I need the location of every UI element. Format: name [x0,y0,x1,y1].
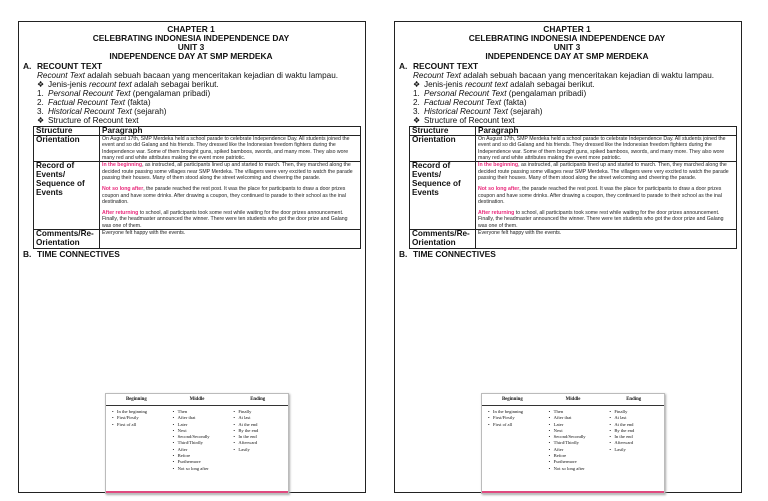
recount-type-name: Factual Recount Text [424,98,502,108]
bullet-icon: • [112,421,114,427]
record-cell [476,162,737,230]
kinds-text-em: recount text [88,80,132,90]
bullet-icon: • [233,434,235,440]
bullet-icon: • [112,415,114,421]
bullet-icon: • [172,434,175,440]
record-paragraph [478,210,734,229]
bullet-icon: • [488,421,490,427]
connective-item [233,447,288,453]
accent-line [106,491,288,493]
table-row [34,230,361,249]
record-paragraph [478,162,734,181]
column-header-ending: Ending [250,397,266,402]
unit-heading: UNIT 3 [553,42,581,52]
diamond-bullet-icon: ❖ [413,80,421,90]
header-paragraph: Paragraph [100,126,361,136]
connective-text: In the beginning [493,409,524,414]
bullet-icon: • [172,446,175,452]
connective-text: At last [614,415,627,421]
bullet-icon: • [548,440,551,446]
connective-text: After that [553,415,572,421]
bullet-icon: • [488,415,490,421]
bullet-icon: • [548,409,551,414]
section-title: RECOUNT TEXT [413,61,479,71]
chapter-title: CELEBRATING INDONESIA INDEPENDENCE DAY [468,33,666,43]
structure-intro: Structure of Recount text [424,116,515,126]
bullet-icon: • [548,446,551,452]
time-connective-highlight: After returning [478,210,515,217]
column-header-beginning: Beginning [125,397,147,402]
time-connectives-image [481,393,665,494]
orientation-text: On August 17th, SMP Merdeka held a school parade to celebrate Independence Day. All students joined the event and so did Galang and his friends. They dressed like the Indonesian freedom fighters during the Independence war. Some of them brought guns, spiked bamboos, swords, and many more. They also wore many red and white attributes making the event more patriotic. [100,136,361,162]
unit-heading: UNIT 3 [177,42,205,52]
recount-type-desc: (sejarah) [507,107,543,117]
section-b-heading [23,250,359,259]
intro-definition: adalah sebuah bacaan yang menceritakan kejadian di waktu lampau. [84,71,339,80]
record-cell [100,162,361,230]
record-text: to school, all participants took some rest while waiting for the door prizes announcement. Finally, the headmaster announced the winner. There were ten students who got the door prize and Galang was one of them. [102,210,348,229]
section-letter: B. [23,248,32,259]
connective-text: Not so long after [553,465,585,471]
connective-text: At the end [238,421,258,427]
kinds-bullet-line [399,80,735,89]
connective-text: Finally [614,409,628,414]
recount-type-item [399,107,735,116]
recount-type-item [399,98,735,107]
connective-item [112,422,167,428]
orientation-label: Orientation [34,136,100,162]
ending-list [603,406,664,472]
kinds-bullet-line [23,80,359,89]
column-header-ending: Ending [626,397,642,402]
time-connectives-header [106,394,288,406]
recount-type-name: Factual Recount Text [48,98,126,108]
page-content [395,22,741,492]
record-text: to school, all participants took some rest while waiting for the door prizes announcement. Finally, the headmaster announced the winner. There were ten students who got the door prize and Galang was one of them. [478,210,724,229]
structure-intro: Structure of Recount text [48,116,139,126]
recount-type-item [399,89,735,98]
connective-text: By the end [238,427,259,433]
bullet-icon: • [112,409,114,414]
section-letter: A. [23,61,32,71]
kinds-text-post: adalah sebagai berikut. [131,80,219,90]
beginning-list [106,406,167,472]
connective-text: In the end [614,434,633,440]
connective-text: In the beginning [117,409,148,414]
table-row [34,136,361,162]
record-text: , the parade reached the rest post. It was the place for participants to draw a door prizes coupon and have some drinks. After drawing a coupon, they continued to parade to their school as the inal destination. [478,186,722,205]
connective-item [488,422,543,428]
connective-text: Second/Secondly [177,434,210,440]
section-title: TIME CONNECTIVES [37,248,120,259]
list-number: 3. [37,107,44,117]
orientation-label: Orientation [410,136,476,162]
intro-paragraph [23,71,359,80]
bullet-icon: • [172,453,175,459]
connective-text: After [177,446,188,452]
record-paragraph [102,162,358,181]
bullet-icon: • [548,434,551,440]
diamond-bullet-icon: ❖ [413,116,421,126]
structure-bullet-line [399,116,735,125]
connective-text: First/Firstly [493,415,515,421]
time-connectives-columns [106,406,288,472]
connective-text: Then [553,409,564,414]
connective-text: First of all [117,421,137,427]
record-paragraph [478,186,734,205]
bullet-icon: • [172,415,175,421]
bullet-icon: • [548,415,551,421]
record-paragraph [102,210,358,229]
bullet-icon: • [172,440,175,446]
connective-text: Lastly [238,446,250,452]
bullet-icon: • [233,440,235,446]
connective-item [549,466,604,472]
bullet-icon: • [233,409,235,414]
table-row [410,230,737,249]
list-number: 1. [37,89,44,99]
recount-type-name: Personal Recount Text [424,89,507,99]
section-title: TIME CONNECTIVES [413,248,496,259]
chapter-heading: CHAPTER 1 [543,24,591,34]
bullet-icon: • [233,415,235,421]
unit-title: INDEPENDENCE DAY AT SMP MERDEKA [485,51,649,61]
accent-line [482,491,664,493]
recount-type-item [23,98,359,107]
connective-text: Then [177,409,188,414]
bullet-icon: • [548,427,551,433]
orientation-text: On August 17th, SMP Merdeka held a school parade to celebrate Independence Day. All students joined the event and so did Galang and his friends. They dressed like the Indonesian freedom fighters during the Independence war. Some of them brought guns, spiked bamboos, swords, and many more. They also wore many red and white attributes making the event more patriotic. [476,136,737,162]
structure-table [409,126,737,249]
bullet-icon: • [609,446,611,452]
connective-text: In the end [238,434,257,440]
connective-text: Furthermore [177,459,201,465]
connective-text: Not so long after [177,465,209,471]
chapter-heading: CHAPTER 1 [167,24,215,34]
bullet-icon: • [548,465,551,471]
middle-list [543,406,604,472]
connective-text: First of all [493,421,513,427]
recount-type-desc: (fakta) [125,98,151,108]
bullet-icon: • [609,421,611,427]
intro-paragraph [399,71,735,80]
bullet-icon: • [172,427,175,433]
time-connective-highlight: After returning [102,210,139,217]
connective-text: After that [177,415,196,421]
column-header-middle: Middle [189,397,205,402]
connective-text: Third/Thirdly [177,440,203,446]
connective-text: Afterward [238,440,258,446]
connective-text: At the end [614,421,634,427]
bullet-icon: • [233,446,235,452]
list-number: 1. [413,89,420,99]
connective-text: Next [553,427,563,433]
unit-title: INDEPENDENCE DAY AT SMP MERDEKA [109,51,273,61]
bullet-icon: • [609,409,611,414]
section-b-heading [399,250,735,259]
bullet-icon: • [172,459,175,465]
connective-text: At last [238,415,251,421]
section-letter: A. [399,61,408,71]
section-letter: B. [399,248,408,259]
section-a-heading [399,62,735,71]
intro-term: Recount Text [413,71,461,80]
bullet-icon: • [172,421,175,427]
bullet-icon: • [548,421,551,427]
recount-type-item [23,89,359,98]
connective-text: By the end [614,427,635,433]
list-number: 2. [413,98,420,108]
header-structure: Structure [410,126,476,136]
section-a-heading [23,62,359,71]
recount-type-desc: (fakta) [501,98,527,108]
bullet-icon: • [172,409,175,414]
connective-text: Later [553,421,564,427]
chapter-title: CELEBRATING INDONESIA INDEPENDENCE DAY [92,33,290,43]
table-row [410,136,737,162]
document-page-right [394,21,742,493]
connective-text: First/Firstly [117,415,139,421]
time-connective-highlight: In the beginning [478,162,519,169]
bullet-icon: • [233,421,235,427]
time-connective-highlight: Not so long after [102,186,144,193]
connective-text: Second/Secondly [553,434,586,440]
connective-text: Later [177,421,188,427]
bullet-icon: • [233,427,235,433]
column-header-beginning: Beginning [501,397,523,402]
connective-item [609,447,664,453]
structure-table [33,126,361,249]
record-paragraph [102,186,358,205]
kinds-text-pre: Jenis-jenis [48,80,89,90]
recount-type-name: Historical Recount Text [48,107,132,117]
kinds-text-pre: Jenis-jenis [424,80,465,90]
column-header-middle: Middle [565,397,581,402]
comments-text: Everyone felt happy with the events. [100,230,361,249]
list-number: 3. [413,107,420,117]
middle-list [167,406,228,472]
bullet-icon: • [609,434,611,440]
record-text: , as instructed, all participants lined up and started to march. Then, they marched along the decided route passing some villages near SMP Merdeka. The villagers were very excited to watch the parade passing their houses. Many of them stood along the street welcoming and cheering the parade. [478,162,729,181]
recount-type-desc: (pengalaman pribadi) [506,89,587,99]
section-title: RECOUNT TEXT [37,61,103,71]
connective-text: Lastly [614,446,626,452]
bullet-icon: • [548,459,551,465]
table-row [34,162,361,230]
connective-text: Furthermore [553,459,577,465]
record-label: Record of Events/ Sequence of Events [34,162,100,230]
bullet-icon: • [609,415,611,421]
connective-text: Finally [238,409,252,414]
bullet-icon: • [488,409,490,414]
time-connectives-image [105,393,289,494]
connective-text: Before [177,453,191,459]
time-connectives-columns [482,406,664,472]
connective-text: Before [553,453,567,459]
connective-text: Afterward [614,440,634,446]
bullet-icon: • [172,465,175,471]
bullet-icon: • [609,440,611,446]
recount-type-name: Historical Recount Text [424,107,508,117]
kinds-text-post: adalah sebagai berikut. [507,80,595,90]
recount-type-desc: (sejarah) [131,107,167,117]
beginning-list [482,406,543,472]
structure-bullet-line [23,116,359,125]
connective-text: After [553,446,564,452]
connective-text: Next [177,427,187,433]
intro-definition: adalah sebuah bacaan yang menceritakan kejadian di waktu lampau. [460,71,715,80]
table-header-row [34,126,361,136]
kinds-text-em: recount text [464,80,508,90]
ending-list [227,406,288,472]
list-number: 2. [37,98,44,108]
comments-text: Everyone felt happy with the events. [476,230,737,249]
time-connective-highlight: Not so long after [478,186,520,193]
table-header-row [410,126,737,136]
intro-term: Recount Text [37,71,85,80]
recount-type-desc: (pengalaman pribadi) [130,89,211,99]
time-connectives-header [482,394,664,406]
connective-item [173,466,228,472]
comments-label: Comments/Re-Orientation [34,230,100,249]
record-text: , the parade reached the rest post. It was the place for participants to draw a door prizes coupon and have some drinks. After drawing a coupon, they continued to parade to their school as the inal destination. [102,186,346,205]
header-structure: Structure [34,126,100,136]
record-text: , as instructed, all participants lined up and started to march. Then, they marched along the decided route passing some villages near SMP Merdeka. The villagers were very excited to watch the parade passing their houses. Many of them stood along the street welcoming and cheering the parade. [102,162,353,181]
comments-label: Comments/Re-Orientation [410,230,476,249]
table-row [410,162,737,230]
recount-type-item [23,107,359,116]
bullet-icon: • [548,453,551,459]
header-paragraph: Paragraph [476,126,737,136]
diamond-bullet-icon: ❖ [37,80,45,90]
bullet-icon: • [609,427,611,433]
connective-text: Third/Thirdly [553,440,579,446]
recount-type-name: Personal Recount Text [48,89,131,99]
diamond-bullet-icon: ❖ [37,116,45,126]
page-content [19,22,365,492]
time-connective-highlight: In the beginning [102,162,143,169]
document-page-left [18,21,366,493]
record-label: Record of Events/ Sequence of Events [410,162,476,230]
